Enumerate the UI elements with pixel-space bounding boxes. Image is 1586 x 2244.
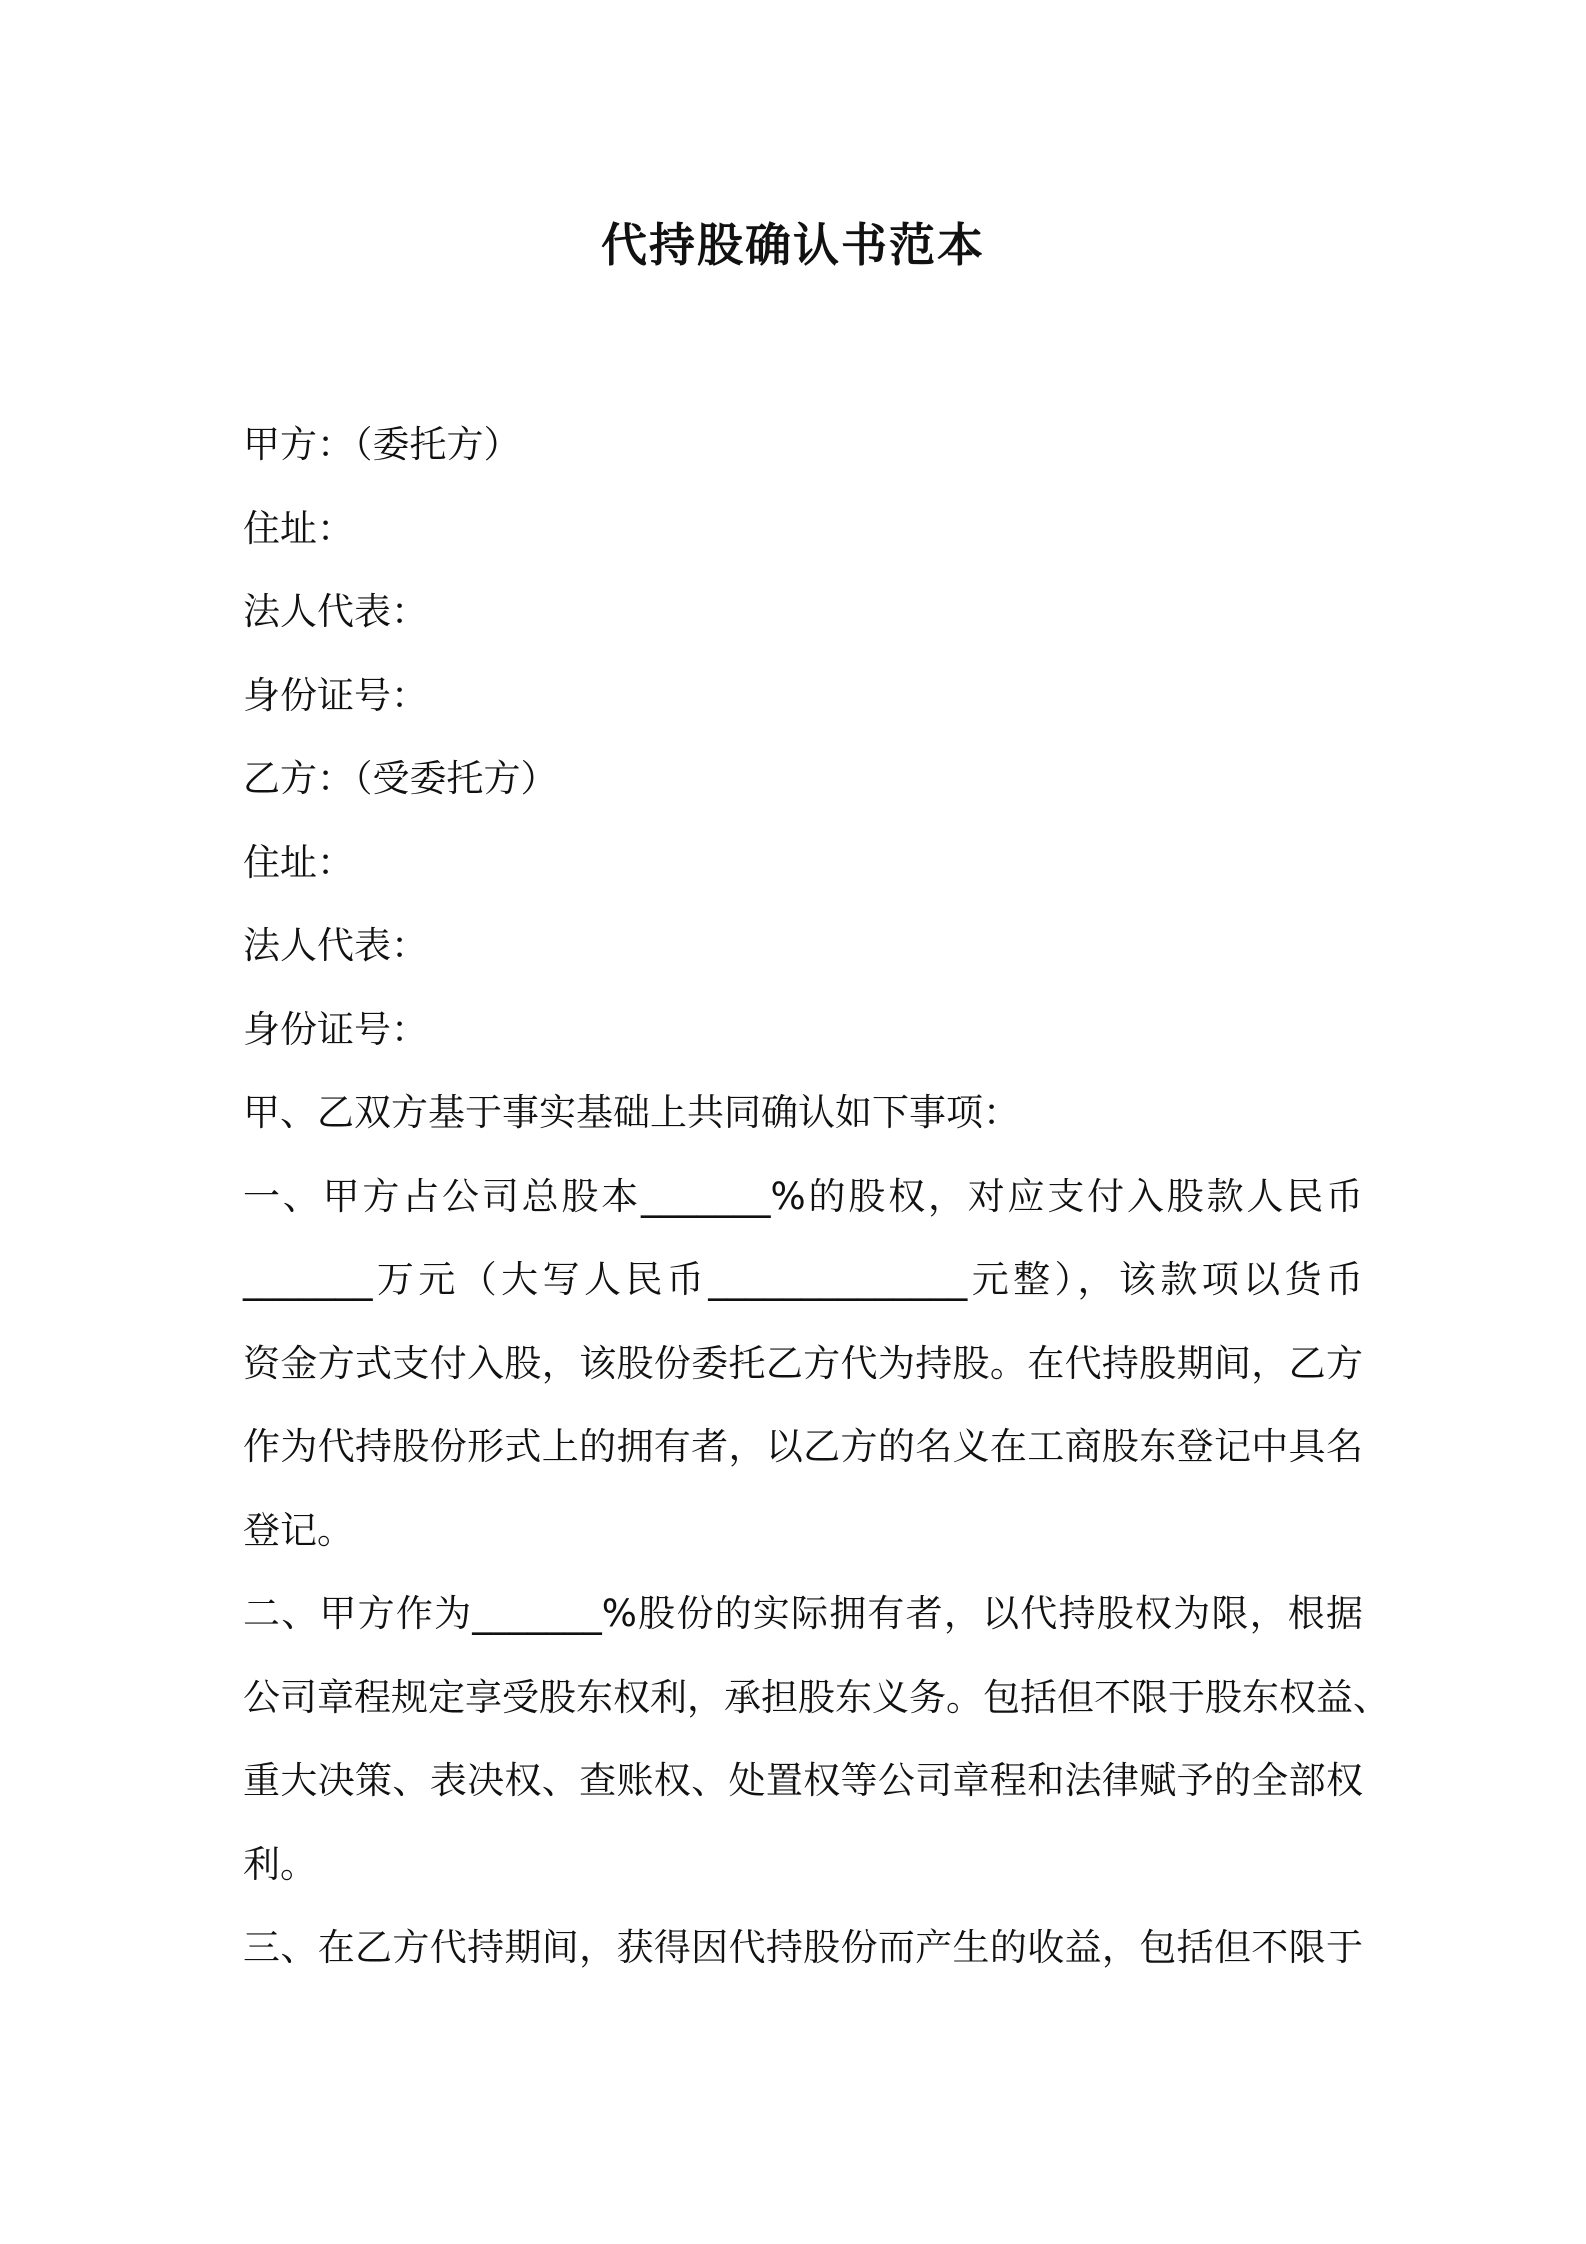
clause-1-line: 登记。 [243,1508,354,1552]
party-b-legal-rep: 法人代表： [243,924,428,967]
party-a-legal-rep: 法人代表： [243,590,428,633]
clause-1 [243,1155,1363,1573]
clause-2-line: 重大决策、表决权、查账权、处置权等公司章程和法律赋予的全部权 [243,1759,1363,1802]
intro-statement: 甲、乙双方基于事实基础上共同确认如下事项： [243,1091,1020,1134]
clause-1-line: 一、甲方占公司总股本_______%的股权，对应支付入股款人民币 [243,1174,1363,1218]
clause-3-line: 三、在乙方代持期间，获得因代持股份而产生的收益，包括但不限于 [243,1926,1363,1969]
clause-1-line: 资金方式支付入股，该股份委托乙方代为持股。在代持股期间，乙方 [243,1341,1363,1385]
party-b-id-number: 身份证号： [243,1007,428,1051]
document-title: 代持股确认书范本 [601,218,985,272]
clause-3 [243,1906,1363,1990]
party-b-address: 住址： [243,840,354,884]
party-a-label: 甲方：（委托方） [243,423,521,466]
clause-1-line: 作为代持股份形式上的拥有者，以乙方的名义在工商股东登记中具名 [243,1425,1363,1468]
clause-2 [243,1572,1390,1906]
clause-2-line: 公司章程规定享受股东权利，承担股东义务。包括但不限于股东权益、 [243,1675,1390,1719]
party-a-address: 住址： [243,506,354,550]
document-body [243,403,1390,1990]
clause-2-line: 利。 [243,1842,317,1886]
clause-1-line: _______万元（大写人民币______________元整），该款项以货币 [243,1258,1363,1301]
party-a-id-number: 身份证号： [243,673,428,717]
party-b-label: 乙方：（受委托方） [243,757,558,800]
clause-2-line: 二、甲方作为_______%股份的实际拥有者，以代持股权为限，根据 [243,1592,1363,1635]
